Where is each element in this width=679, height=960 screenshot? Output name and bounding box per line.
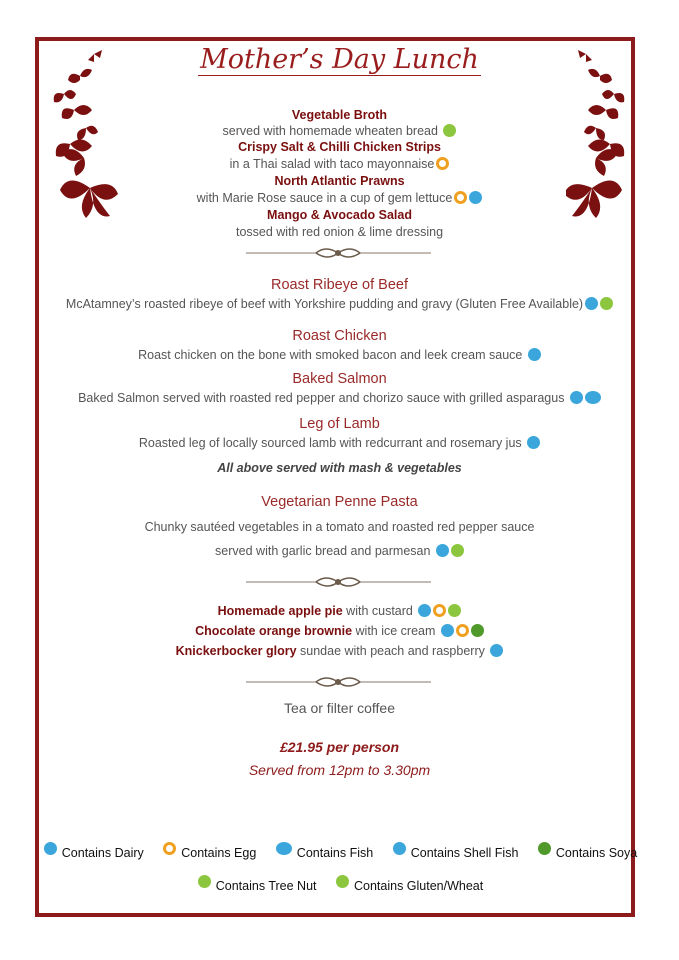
starter-name: Vegetable Broth [291, 108, 388, 122]
dessert-desc: sundae with peach and raspberry [300, 644, 485, 658]
legend-shellfish-label: Contains Shell Fish [410, 846, 519, 860]
allergen-legend-row-2 [0, 875, 679, 893]
main-desc [0, 436, 679, 450]
starter-desc: tossed with red onion & lime dressing [235, 225, 444, 239]
dessert-line [0, 644, 679, 658]
starter-desc [0, 191, 679, 205]
legend-gluten-label: Contains Gluten/Wheat [353, 879, 484, 893]
fish-icon [585, 391, 601, 404]
gluten-icon [600, 297, 613, 310]
main-desc-text: McAtamney’s roasted ribeye of beef with Yorkshire pudding and gravy (Gluten Free Available) [65, 297, 584, 311]
legend-soya-label: Contains Soya [555, 846, 638, 860]
soya-icon [471, 624, 484, 637]
legend-treenut [196, 875, 317, 893]
vegetarian-desc-2 [0, 544, 679, 558]
starter-desc-text: in a Thai salad with taco mayonnaise [229, 157, 435, 171]
main-name: Baked Salmon [292, 371, 387, 387]
dairy-icon [418, 604, 431, 617]
main-desc [0, 297, 679, 311]
fish-icon [276, 842, 292, 855]
vegetarian-desc-2-text: served with garlic bread and parmesan [215, 544, 431, 558]
dairy-icon [585, 297, 598, 310]
dessert-desc: with ice cream [355, 624, 436, 638]
ornament-divider [246, 672, 431, 692]
legend-treenut-label: Contains Tree Nut [215, 879, 317, 893]
starter-desc-text: served with homemade wheaten bread [222, 124, 438, 138]
dairy-icon [441, 624, 454, 637]
ornament-divider [246, 572, 431, 592]
legend-egg [161, 842, 256, 860]
egg-icon [163, 842, 176, 855]
starter-name: North Atlantic Prawns [274, 174, 405, 188]
gluten-icon [443, 124, 456, 137]
ornament-divider [246, 243, 431, 263]
soya-icon [538, 842, 551, 855]
dairy-icon [490, 644, 503, 657]
main-desc-text: Baked Salmon served with roasted red pepper and chorizo sauce with grilled asparagus [78, 391, 565, 405]
vegetarian-desc: Chunky sautéed vegetables in a tomato and roasted red pepper sauce [144, 520, 535, 534]
egg-icon [436, 157, 449, 170]
main-desc-text: Roasted leg of locally sourced lamb with redcurrant and rosemary jus [138, 436, 522, 450]
gluten-icon [451, 544, 464, 557]
main-name: Roast Chicken [292, 328, 387, 344]
price: £21.95 per person [279, 739, 400, 755]
menu-title-text: Mother’s Day Lunch [200, 44, 479, 75]
main-desc [0, 391, 679, 405]
dessert-name: Homemade apple pie [217, 604, 343, 618]
starter-name: Mango & Avocado Salad [267, 208, 412, 222]
legend-fish [274, 842, 373, 860]
dairy-icon [527, 436, 540, 449]
menu-title [0, 44, 679, 75]
mains-note: All above served with mash & vegetables [217, 461, 462, 475]
drink-line: Tea or filter coffee [283, 700, 396, 716]
dairy-icon [44, 842, 57, 855]
dessert-name: Chocolate orange brownie [195, 624, 353, 638]
main-desc-text: Roast chicken on the bone with smoked bacon and leek cream sauce [138, 348, 523, 362]
legend-dairy [42, 842, 144, 860]
dessert-name: Knickerbocker glory [175, 644, 297, 658]
gluten-icon [448, 604, 461, 617]
legend-fish-label: Contains Fish [296, 846, 374, 860]
tree-nut-icon [198, 875, 211, 888]
shellfish-icon [393, 842, 406, 855]
main-name: Roast Ribeye of Beef [270, 277, 409, 293]
gluten-icon [336, 875, 349, 888]
dairy-icon [570, 391, 583, 404]
starter-desc [0, 124, 679, 138]
main-desc [0, 348, 679, 362]
starter-desc-text: with Marie Rose sauce in a cup of gem lettuce [196, 191, 453, 205]
shellfish-icon [469, 191, 482, 204]
legend-egg-label: Contains Egg [181, 846, 257, 860]
egg-icon [433, 604, 446, 617]
legend-gluten [334, 875, 483, 893]
egg-icon [456, 624, 469, 637]
legend-soya [536, 842, 637, 860]
main-name: Leg of Lamb [299, 416, 380, 432]
dessert-line [0, 604, 679, 618]
allergen-legend [0, 842, 679, 860]
legend-dairy-label: Contains Dairy [61, 846, 144, 860]
dairy-icon [528, 348, 541, 361]
dessert-line [0, 624, 679, 638]
starter-name: Crispy Salt & Chilli Chicken Strips [238, 140, 441, 154]
legend-shellfish [391, 842, 519, 860]
egg-icon [454, 191, 467, 204]
dairy-icon [436, 544, 449, 557]
vegetarian-name: Vegetarian Penne Pasta [261, 494, 418, 510]
served-times: Served from 12pm to 3.30pm [248, 762, 431, 778]
starter-desc [0, 157, 679, 171]
dessert-desc: with custard [346, 604, 413, 618]
